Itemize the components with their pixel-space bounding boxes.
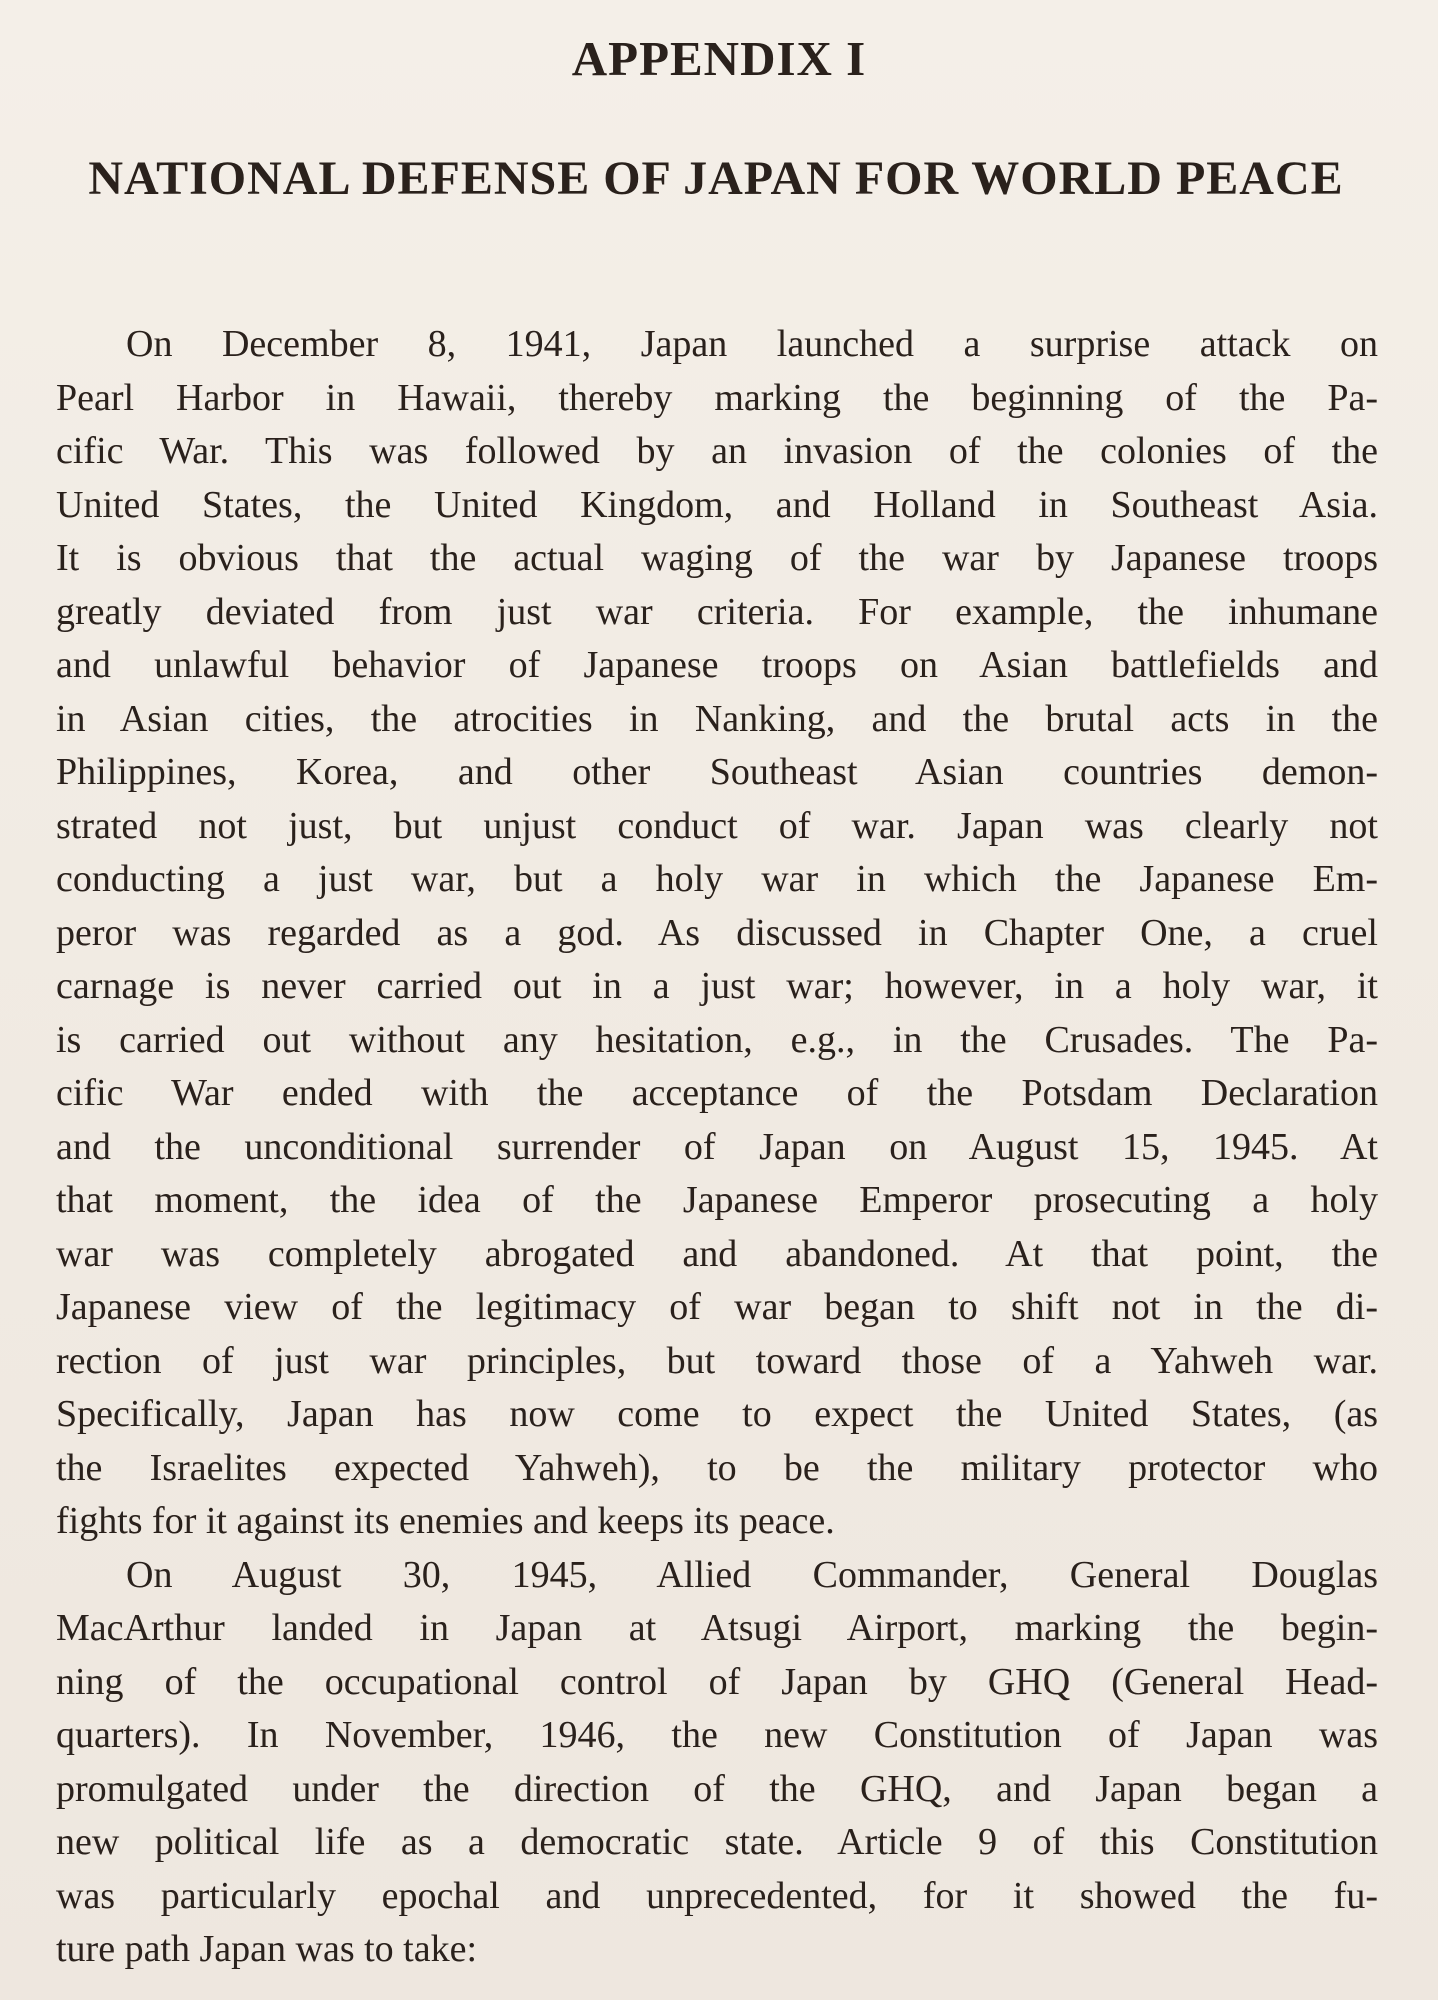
text-line: war was completely abrogated and abandoned. At that point, the [56, 1232, 1378, 1275]
text-line: United States, the United Kingdom, and Holland in Southeast Asia. [56, 483, 1378, 526]
text-line: cific War. This was followed by an invasion of the colonies of the [56, 430, 1378, 472]
text-line: fights for it against its enemies and keeps its peace. [56, 1500, 835, 1542]
text-line: strated not just, but unjust conduct of war. Japan was clearly not [56, 804, 1378, 847]
text-line: MacArthur landed in Japan at Atsugi Airport, marking the begin- [56, 1607, 1378, 1649]
body-text [56, 318, 1378, 1977]
text-line: It is obvious that the actual waging of the war by Japanese troops [56, 537, 1378, 579]
appendix-label: APPENDIX I [571, 31, 867, 86]
text-line: quarters). In November, 1946, the new Constitution of Japan was [56, 1714, 1378, 1756]
text-line: that moment, the idea of the Japanese Emperor prosecuting a holy [56, 1179, 1378, 1221]
text-line: and unlawful behavior of Japanese troops on Asian battlefields and [56, 644, 1378, 686]
text-line: is carried out without any hesitation, e.g., in the Crusades. The Pa- [56, 1018, 1378, 1061]
text-line: On December 8, 1941, Japan launched a surprise attack on [126, 323, 1378, 365]
text-line: Pearl Harbor in Hawaii, thereby marking the beginning of the Pa- [56, 376, 1378, 419]
text-line: in Asian cities, the atrocities in Nanking, and the brutal acts in the [56, 697, 1378, 740]
paragraph-2 [56, 1549, 1378, 1977]
text-line: ning of the occupational control of Japan by GHQ (General Head- [56, 1660, 1378, 1703]
text-line: was particularly epochal and unprecedented, for it showed the fu- [56, 1874, 1378, 1917]
text-line: and the unconditional surrender of Japan on August 15, 1945. At [56, 1125, 1378, 1168]
text-line: Specifically, Japan has now come to expect the United States, (as [56, 1393, 1378, 1435]
text-line: cific War ended with the acceptance of the Potsdam Declaration [56, 1072, 1378, 1114]
text-line: peror was regarded as a god. As discussed in Chapter One, a cruel [56, 911, 1378, 954]
text-line: On August 30, 1945, Allied Commander, General Douglas [126, 1553, 1378, 1596]
text-line: Japanese view of the legitimacy of war began to shift not in the di- [56, 1286, 1378, 1328]
text-line: new political life as a democratic state. Article 9 of this Constitution [56, 1821, 1378, 1863]
text-line: Philippines, Korea, and other Southeast Asian countries demon- [56, 751, 1378, 793]
text-line: the Israelites expected Yahweh), to be the military protector who [56, 1446, 1378, 1489]
text-line: ture path Japan was to take: [56, 1928, 478, 1970]
text-line: carnage is never carried out in a just war; however, in a holy war, it [56, 965, 1378, 1007]
text-line: greatly deviated from just war criteria. For example, the inhumane [56, 590, 1378, 633]
chapter-title: NATIONAL DEFENSE OF JAPAN FOR WORLD PEACE [88, 152, 1344, 205]
text-line: conducting a just war, but a holy war in which the Japanese Em- [56, 858, 1378, 900]
text-line: rection of just war principles, but toward those of a Yahweh war. [56, 1339, 1378, 1382]
text-line: promulgated under the direction of the GHQ, and Japan began a [56, 1767, 1378, 1810]
paragraph-1 [56, 318, 1378, 1549]
